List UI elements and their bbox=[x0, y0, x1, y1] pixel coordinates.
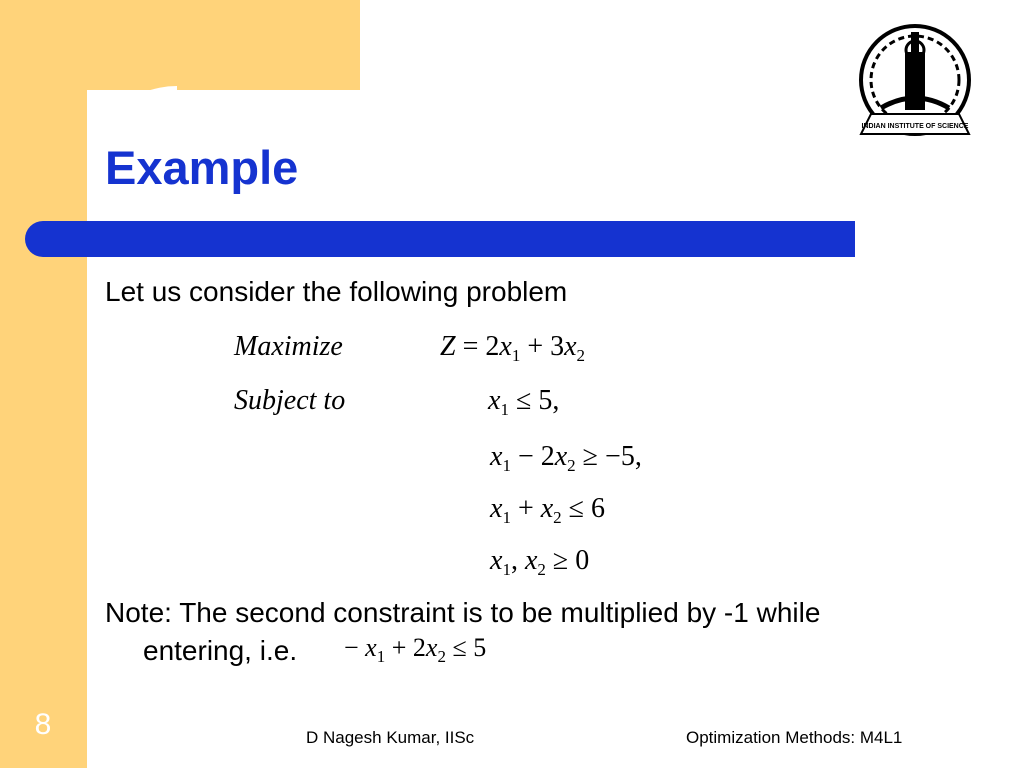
iisc-seal-icon bbox=[853, 22, 977, 146]
constraints-label: Subject to bbox=[234, 385, 346, 416]
note-line-1: Note: The second constraint is to be multiplied by -1 while bbox=[105, 597, 821, 628]
objective-label: Maximize bbox=[234, 331, 343, 362]
constraint-3: $x_1 + x_2 \le 6$ bbox=[490, 493, 606, 527]
footer-author: D Nagesh Kumar, IISc bbox=[306, 728, 475, 747]
objective-function: $Z = 2x_1 + 3x_2$ bbox=[440, 331, 586, 365]
slide-number: 8 bbox=[34, 708, 52, 741]
constraint-1: $x_1 \le 5$, bbox=[488, 385, 560, 419]
constraint-2: $x_1 - 2x_2 \ge -5$, bbox=[490, 441, 642, 475]
slide-title: Example bbox=[105, 141, 299, 194]
note-expression: − $x_1 + 2x_2 \le 5$ bbox=[344, 633, 487, 666]
title-underline-bar bbox=[25, 221, 855, 257]
logo-text: INDIAN INSTITUTE OF SCIENCE bbox=[861, 123, 969, 130]
footer-course: Optimization Methods: M4L1 bbox=[686, 728, 903, 747]
note-paragraph bbox=[105, 594, 995, 670]
constraint-4: $x_1$, $x_2 \ge 0$ bbox=[490, 545, 590, 579]
left-side-panel bbox=[0, 0, 87, 768]
intro-text: Let us consider the following problem bbox=[105, 276, 568, 307]
note-line-2: entering, i.e. bbox=[143, 635, 298, 666]
top-accent-block bbox=[0, 0, 360, 90]
